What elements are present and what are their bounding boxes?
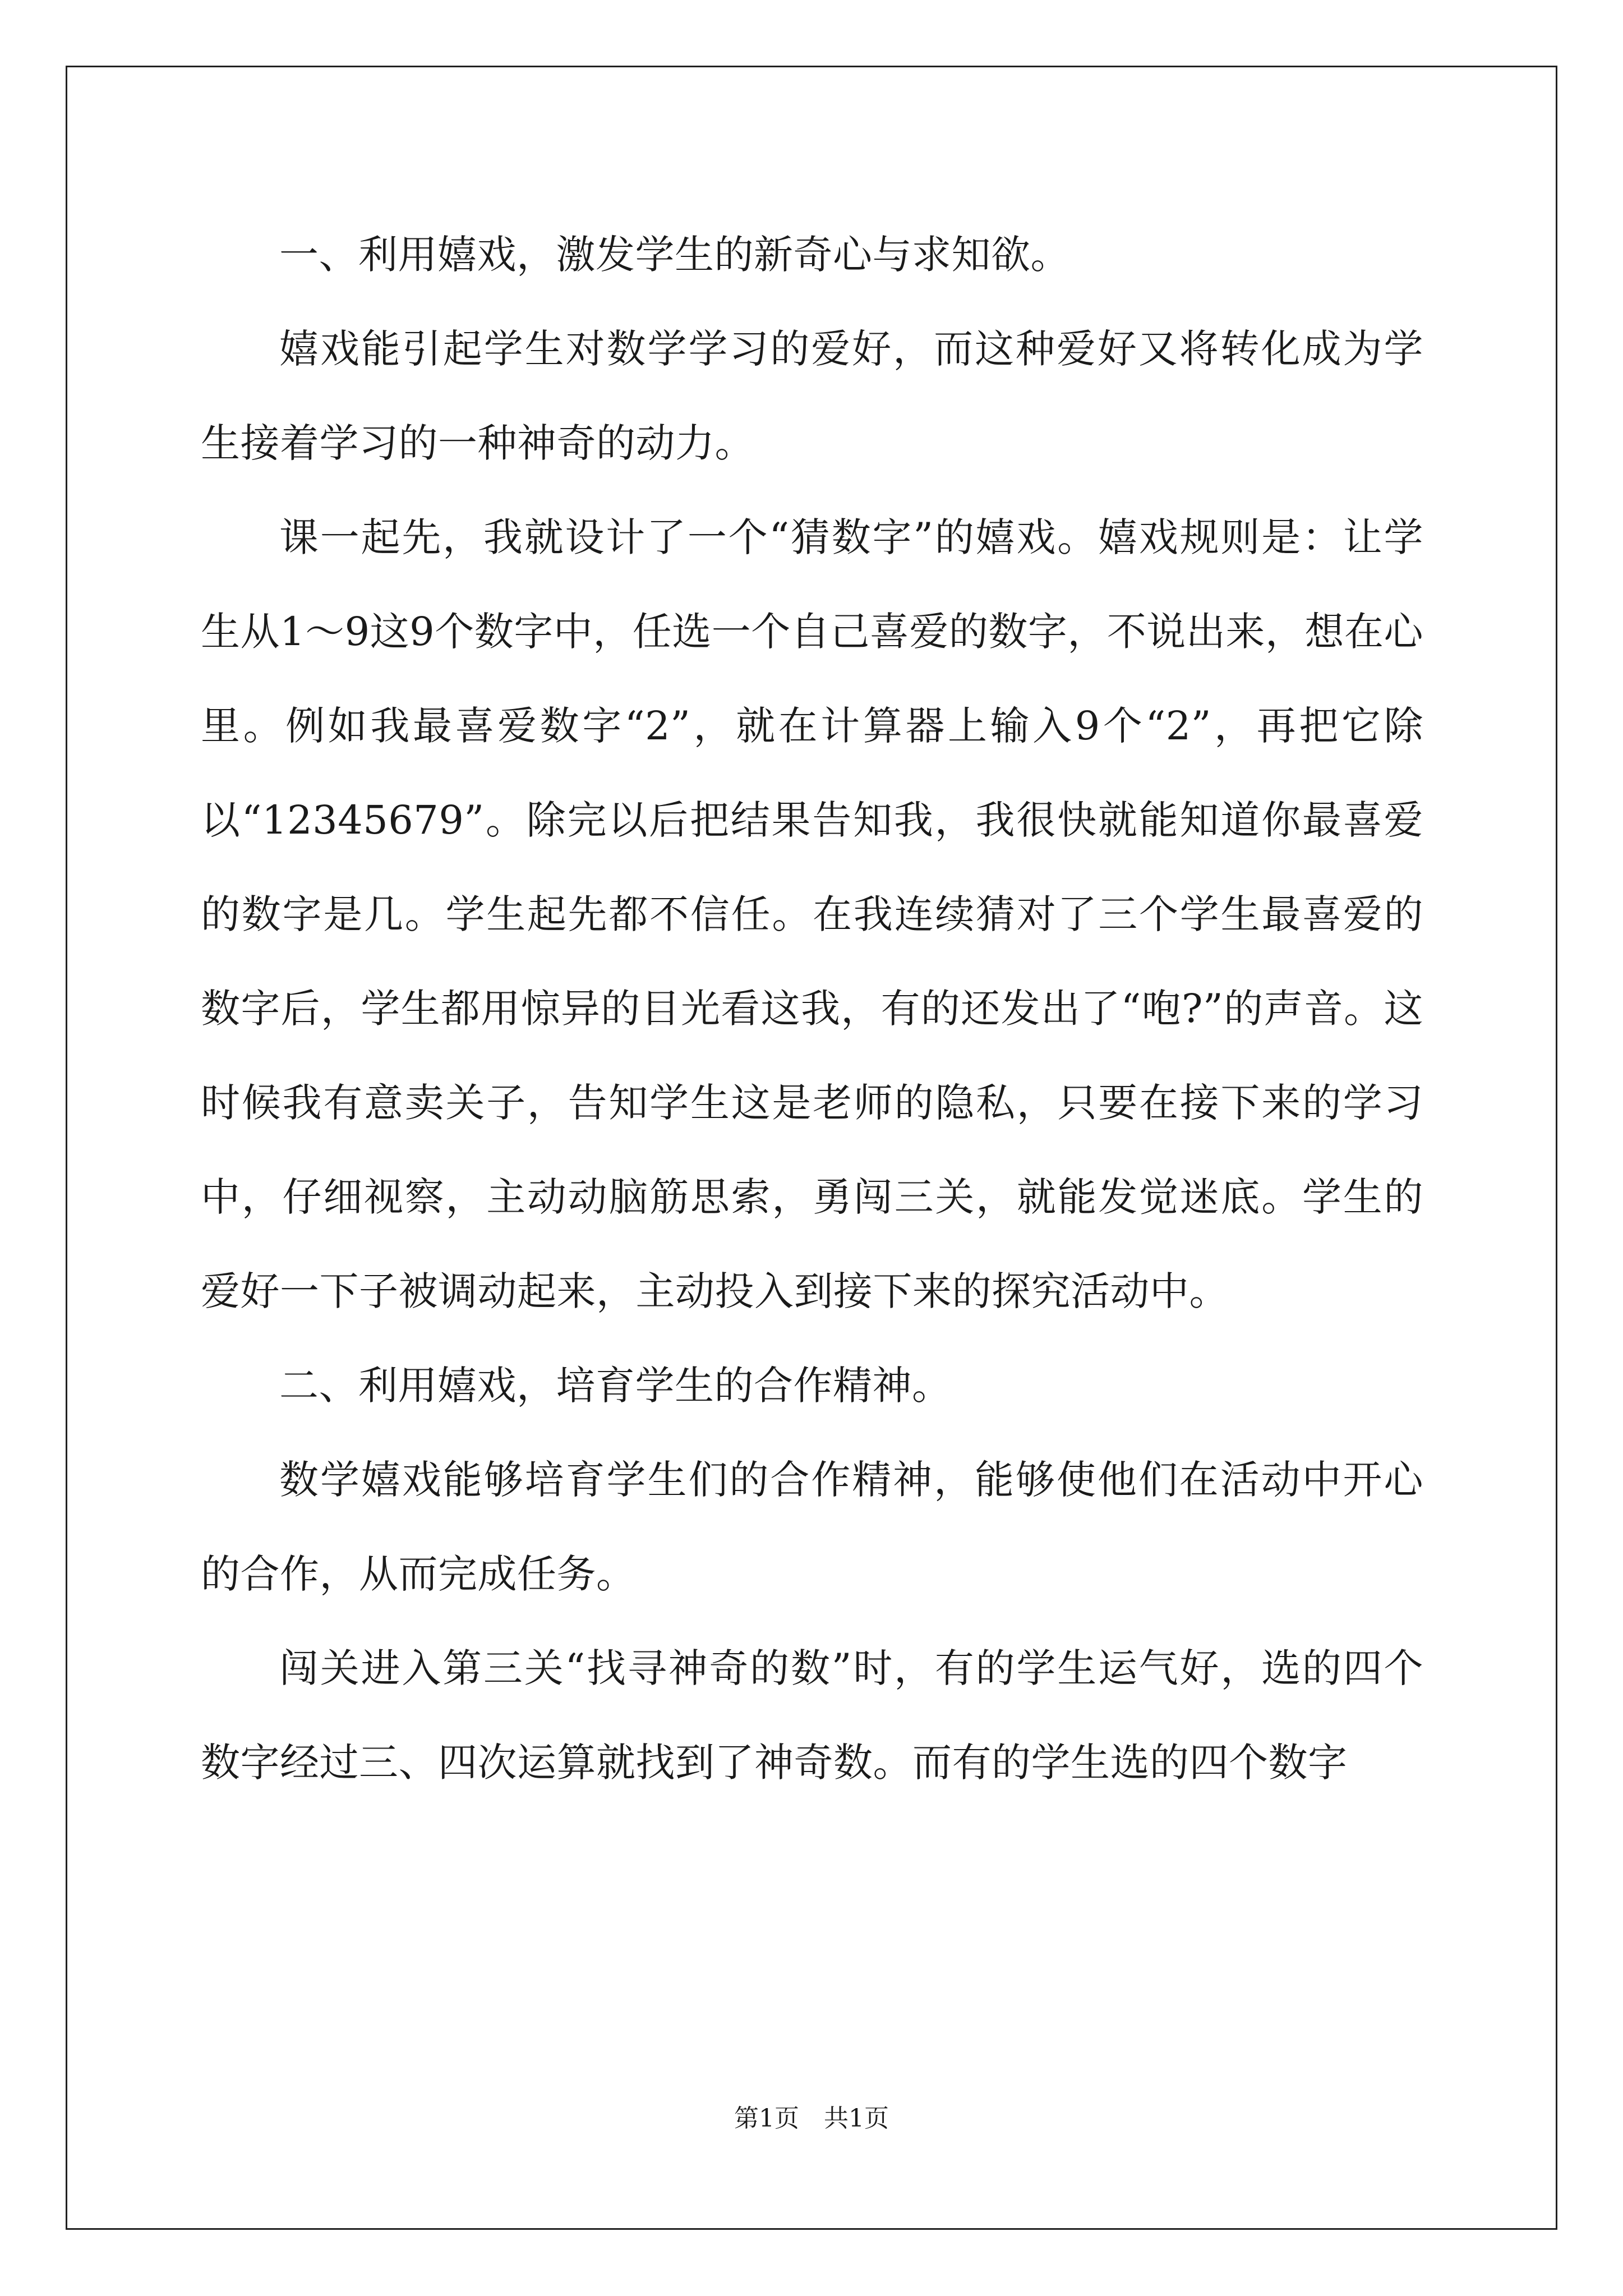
document-body: [201, 208, 1423, 1810]
section-heading-1: 一、利用嬉戏，激发学生的新奇心与求知欲。: [279, 232, 1070, 278]
paragraph: 课一起先，我就设计了一个“猜数字”的嬉戏。嬉戏规则是：让学生从1～9这9个数字中，任选一个自己喜爱的数字，不说出来，想在心里。例如我最喜爱数字“2”，就在计算器上输入9个“2”，再把它除以“12345679”。除完以后把结果告知我，我很快就能知道你最喜爱的数字是几。学生起先都不信任。在我连续猜对了三个学生最喜爱的数字后，学生都用惊异的目光看这我，有的还发出了“咆?”的声音。这时候我有意卖关子，告知学生这是老师的隐私，只要在接下来的学习中，仔细视察，主动动脑筋思索，勇闯三关，就能发觉迷底。学生的爱好一下子被调动起来，主动投入到接下来的探究活动中。: [201, 514, 1423, 1314]
section-heading-2: 二、利用嬉戏，培育学生的合作精神。: [279, 1363, 952, 1409]
page-total: 共1页: [824, 2104, 889, 2133]
paragraph: 闯关进入第三关“找寻神奇的数”时，有的学生运气好，选的四个数字经过三、四次运算就找到了神奇数。而有的学生选的四个数字: [201, 1645, 1423, 1786]
paragraph: 数学嬉戏能够培育学生们的合作精神，能够使他们在活动中开心的合作，从而完成任务。: [201, 1457, 1423, 1597]
page-footer: [0, 2102, 1623, 2136]
paragraph: 嬉戏能引起学生对数学学习的爱好，而这种爱好又将转化成为学生接着学习的一种神奇的动力。: [201, 326, 1423, 466]
page-number: 第1页: [734, 2104, 799, 2133]
